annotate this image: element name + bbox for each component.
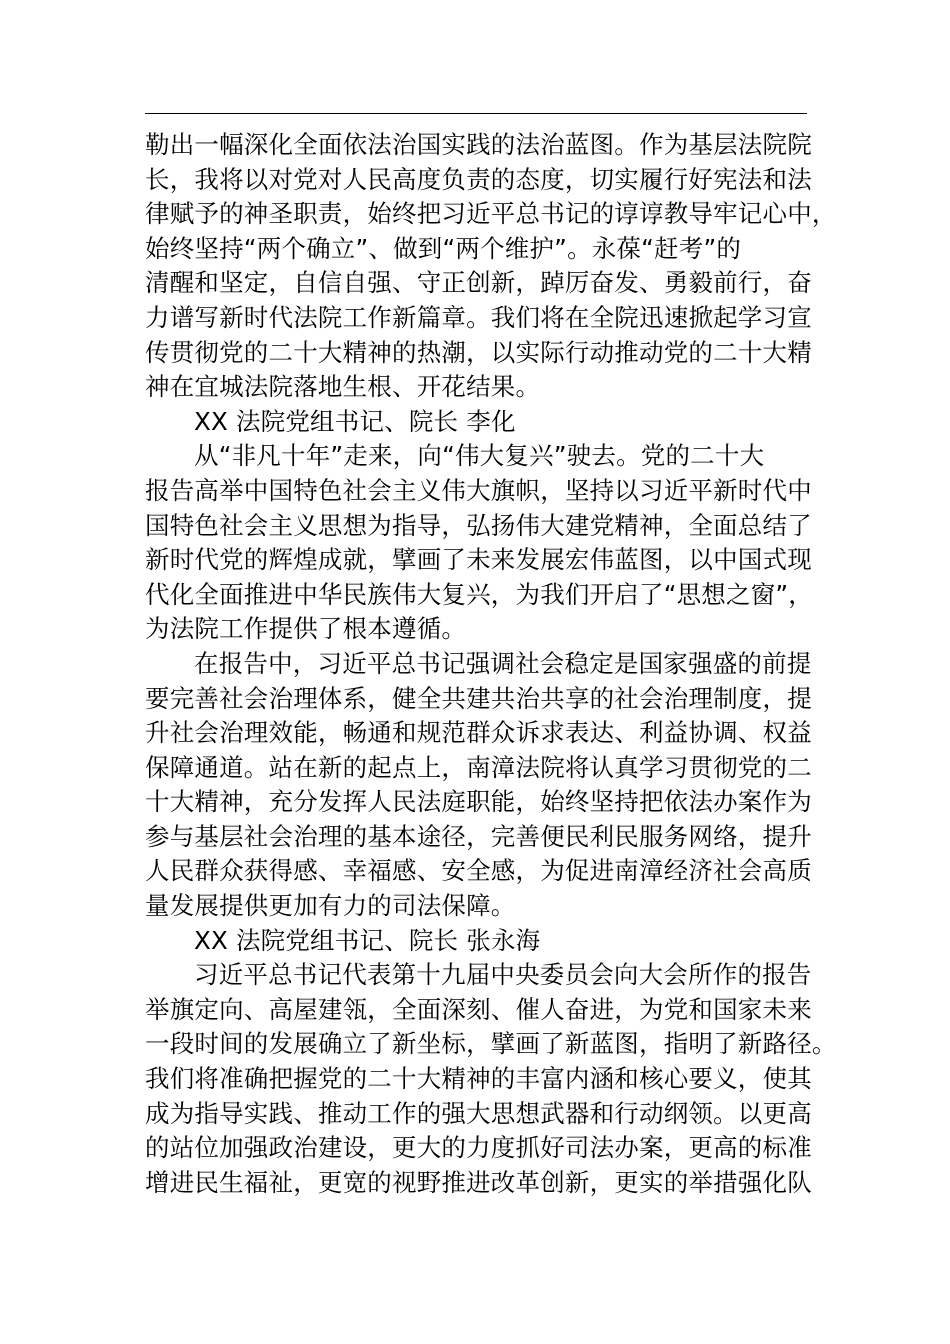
- text-line: 律赋予的神圣职责，始终把习近平总书记的谆谆教导牢记心中，: [145, 199, 837, 229]
- text-line: 人民群众获得感、幸福感、安全感，为促进南漳经济社会高质: [145, 856, 812, 886]
- text-line: 的站位加强政治建设，更大的力度抓好司法办案，更高的标准: [145, 1133, 812, 1163]
- text-line: 神在宜城法院落地生根、开花结果。: [145, 372, 541, 402]
- text-line: 始终坚持“两个确立”、做到“两个维护”。永葆“赶考”的: [145, 233, 742, 263]
- text-line: 勒出一幅深化全面依法治国实践的法治蓝图。作为基层法院院: [145, 130, 812, 159]
- text-line: 升社会治理效能，畅通和规范群众诉求表达、利益协调、权益: [145, 718, 812, 748]
- text-line: 参与基层社会治理的基本途径，完善便民利民服务网络，提升: [145, 821, 812, 851]
- text-line: 量发展提供更加有力的司法保障。: [145, 891, 516, 921]
- text-line: 增进民生福祉，更宽的视野推进改革创新，更实的举措强化队: [145, 1167, 812, 1197]
- text-line: 代化全面推进中华民族伟大复兴，为我们开启了“思想之窗”，: [145, 579, 813, 609]
- text-line: 从“非凡十年”走来，向“伟大复兴”驶去。党的二十大: [194, 441, 765, 471]
- text-line: 传贯彻党的二十大精神的热潮，以实际行动推动党的二十大精: [145, 337, 812, 367]
- text-line: 一段时间的发展确立了新坐标，擘画了新蓝图，指明了新路径。: [145, 1029, 837, 1059]
- text-line: 清醒和坚定，自信自强、守正创新，踔厉奋发、勇毅前行，奋: [145, 268, 812, 298]
- text-line: 保障通道。站在新的起点上，南漳法院将认真学习贯彻党的二: [145, 752, 812, 782]
- text-line: 长，我将以对党对人民高度负责的态度，切实履行好宪法和法: [145, 164, 812, 194]
- text-line: 国特色社会主义思想为指导，弘扬伟大建党精神，全面总结了: [145, 510, 812, 540]
- text-line: 新时代党的辉煌成就，擘画了未来发展宏伟蓝图，以中国式现: [145, 545, 812, 575]
- text-line: XX 法院党组书记、院长 李化: [194, 406, 516, 436]
- header-rule: [145, 113, 807, 114]
- text-line: 为法院工作提供了根本遵循。: [145, 614, 467, 644]
- text-line: 报告高举中国特色社会主义伟大旗帜，坚持以习近平新时代中: [145, 475, 812, 505]
- text-line: 习近平总书记代表第十九届中央委员会向大会所作的报告: [194, 960, 812, 990]
- text-line: 要完善社会治理体系，健全共建共治共享的社会治理制度，提: [145, 683, 812, 713]
- text-line: 成为指导实践、推动工作的强大思想武器和行动纲领。以更高: [145, 1098, 812, 1128]
- text-line: 举旗定向、高屋建瓴，全面深刻、催人奋进，为党和国家未来: [145, 994, 812, 1024]
- document-body: [145, 128, 837, 1200]
- text-line: 十大精神，充分发挥人民法庭职能，始终坚持把依法办案作为: [145, 787, 812, 817]
- text-line: 在报告中，习近平总书记强调社会稳定是国家强盛的前提: [194, 648, 812, 678]
- text-line: 我们将准确把握党的二十大精神的丰富内涵和核心要义，使其: [145, 1064, 812, 1094]
- text-line: 力谱写新时代法院工作新篇章。我们将在全院迅速掀起学习宣: [145, 302, 812, 332]
- text-line: XX 法院党组书记、院长 张永海: [194, 925, 541, 955]
